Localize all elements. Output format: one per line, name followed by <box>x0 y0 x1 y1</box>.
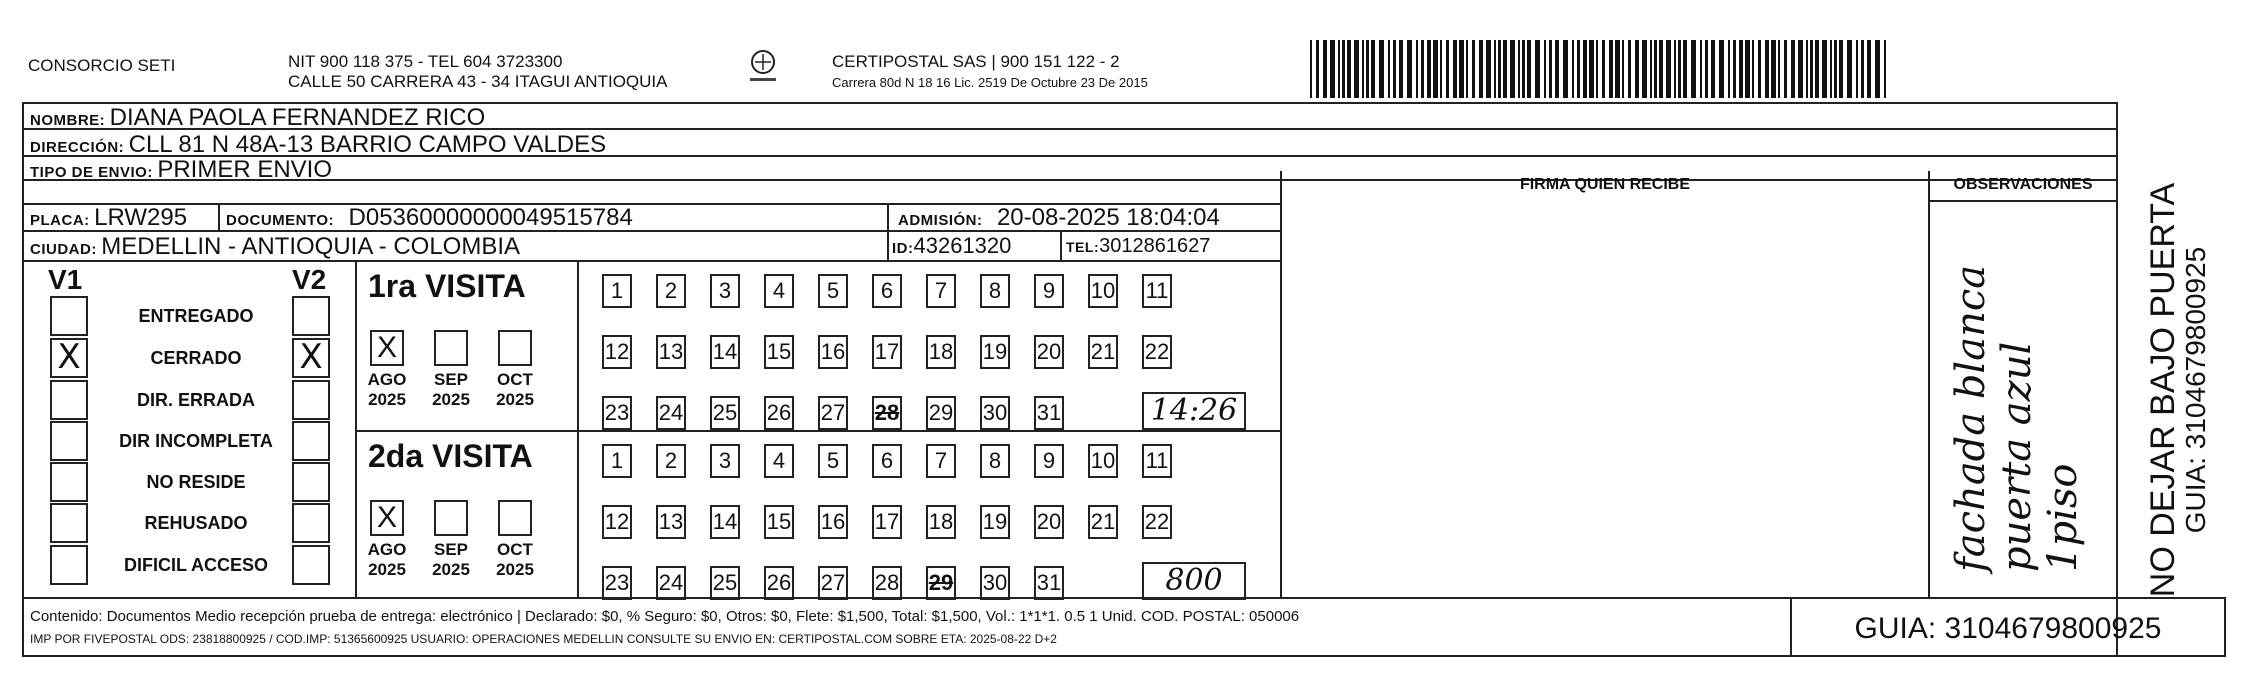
barcode-bar <box>1778 40 1780 98</box>
barcode-bar <box>1440 40 1442 98</box>
barcode-bar <box>1628 40 1631 98</box>
month-name: OCT <box>497 370 533 389</box>
second-visit-day-box[interactable]: 3 <box>710 444 740 478</box>
barcode-bar <box>1666 40 1671 98</box>
admision-label: ADMISIÓN: <box>898 212 983 229</box>
checkmark-x: X <box>299 337 323 377</box>
barcode-bar <box>1884 40 1886 98</box>
documento: D05360000000049515784 <box>348 204 633 231</box>
tel-label: TEL: <box>1066 239 1100 255</box>
first-visit-day-box[interactable]: 2 <box>656 274 686 308</box>
second-visit-day-box[interactable]: 13 <box>656 505 686 539</box>
tipo-label: TIPO DE ENVIO: <box>30 164 153 181</box>
second-visit-day-box[interactable]: 15 <box>764 505 794 539</box>
first-visit-day-box[interactable]: 8 <box>980 274 1010 308</box>
second-visit-day-box[interactable]: 11 <box>1142 444 1172 478</box>
barcode-bar <box>1589 40 1594 98</box>
first-visit-day-box[interactable]: 21 <box>1088 335 1118 369</box>
second-visit-day-box[interactable]: 20 <box>1034 505 1064 539</box>
first-visit-month-checkbox[interactable] <box>498 330 532 366</box>
admision: 20-08-2025 18:04:04 <box>996 204 1220 231</box>
barcode-bar <box>1388 40 1390 98</box>
first-visit-day-box[interactable]: 18 <box>926 335 956 369</box>
month-year: 2025 <box>496 560 534 579</box>
second-visit-day-box[interactable]: 21 <box>1088 505 1118 539</box>
second-visit-day-box[interactable]: 17 <box>872 505 902 539</box>
barcode-bar <box>1583 40 1587 98</box>
tipo-envio-row <box>30 156 332 184</box>
barcode-bar <box>1622 40 1624 98</box>
barcode-bar <box>1691 40 1696 98</box>
barcode-bar <box>1379 40 1384 98</box>
barcode-bar <box>1371 40 1375 98</box>
v2-checkbox[interactable] <box>292 296 330 336</box>
v2-checkbox[interactable] <box>292 503 330 543</box>
barcode-bar <box>1711 40 1715 98</box>
checkmark-x: X <box>57 337 81 377</box>
second-visit-title: 2da VISITA <box>368 438 533 474</box>
second-visit-day-box[interactable]: 1 <box>602 444 632 478</box>
placa-row <box>30 204 187 232</box>
obs-line: 1piso <box>2040 463 2086 572</box>
status-label: DIFICIL ACCESO <box>123 555 268 575</box>
barcode-bar <box>1466 40 1468 98</box>
second-visit-day-box[interactable]: 25 <box>710 566 740 600</box>
v1-checkbox[interactable] <box>50 338 88 378</box>
second-visit-time-box[interactable]: 800 <box>1142 562 1246 600</box>
barcode-bar <box>1577 40 1580 98</box>
first-visit-day-box[interactable]: 11 <box>1142 274 1172 308</box>
first-visit-month-checkbox[interactable]: X <box>370 330 404 366</box>
barcode-bar <box>1316 40 1319 98</box>
first-visit-day-box[interactable]: 4 <box>764 274 794 308</box>
barcode-bar <box>1861 40 1864 98</box>
barcode-bar <box>1446 40 1449 98</box>
first-visit-day-box[interactable]: 25 <box>710 396 740 430</box>
barcode-bar <box>1459 40 1464 98</box>
barcode-bar <box>1596 40 1598 98</box>
observaciones-note <box>1948 212 2098 572</box>
status-label: ENTREGADO <box>138 306 254 326</box>
barcode-bar <box>1678 40 1681 98</box>
first-visit-day-box[interactable]: 13 <box>656 335 686 369</box>
v1-checkbox[interactable] <box>50 503 88 543</box>
company-address: CALLE 50 CARRERA 43 - 34 ITAGUI ANTIOQUIA <box>288 72 668 91</box>
first-visit-day-box[interactable]: 24 <box>656 396 686 430</box>
month-name: SEP <box>433 370 469 389</box>
observaciones-label: OBSERVACIONES <box>1953 176 2093 193</box>
v1-checkbox[interactable] <box>50 296 88 336</box>
second-visit-day-box[interactable]: 24 <box>656 566 686 600</box>
first-visit-day-box[interactable]: 14 <box>710 335 740 369</box>
first-visit-day-box[interactable]: 5 <box>818 274 848 308</box>
recipient-address: CLL 81 N 48A-13 BARRIO CAMPO VALDES <box>128 131 607 158</box>
first-visit-day-box[interactable]: 20 <box>1034 335 1064 369</box>
first-visit-day-box[interactable]: 17 <box>872 335 902 369</box>
barcode-bar <box>1338 40 1340 98</box>
barcode-bar <box>1659 40 1663 98</box>
barcode-bar <box>1354 40 1359 98</box>
second-visit-day-box[interactable]: 4 <box>764 444 794 478</box>
barcode-bar <box>1834 40 1837 98</box>
first-visit-day-box[interactable]: 26 <box>764 396 794 430</box>
first-visit-month-checkbox[interactable] <box>434 330 468 366</box>
v2-checkbox[interactable] <box>292 462 330 502</box>
barcode-bar <box>1875 40 1880 98</box>
ciudad-row <box>30 233 520 261</box>
carrier-license: Carrera 80d N 18 16 Lic. 2519 De Octubre 23 De 2015 <box>832 75 1148 90</box>
second-visit-day-box[interactable]: 27 <box>818 566 848 600</box>
barcode-bar <box>1549 40 1552 98</box>
barcode <box>1310 40 1890 98</box>
tel-row <box>1066 235 1210 258</box>
barcode-bar <box>1650 40 1652 98</box>
ciudad: MEDELLIN - ANTIOQUIA - COLOMBIA <box>101 233 521 260</box>
v1-label: V1 <box>48 264 83 295</box>
side-note <box>2145 183 2211 597</box>
second-visit-day-box[interactable]: 16 <box>818 505 848 539</box>
barcode-bar <box>1867 40 1871 98</box>
barcode-bar <box>1494 40 1496 98</box>
first-visit-day-box[interactable]: 1 <box>602 274 632 308</box>
placa-label: PLACA: <box>30 212 90 229</box>
second-visit-day-box[interactable]: 26 <box>764 566 794 600</box>
month-year: 2025 <box>496 390 534 409</box>
documento-row <box>226 204 633 232</box>
month-year: 2025 <box>432 390 470 409</box>
id-label: ID: <box>892 240 914 257</box>
status-label: DIR INCOMPLETA <box>119 431 273 451</box>
status-label: REHUSADO <box>144 513 248 533</box>
barcode-bar <box>1453 40 1457 98</box>
id-number: 43261320 <box>913 233 1012 258</box>
barcode-bar <box>1366 40 1369 98</box>
second-visit-month-checkbox[interactable]: X <box>370 500 404 536</box>
barcode-bar <box>1347 40 1351 98</box>
month-year: 2025 <box>432 560 470 579</box>
second-visit-day-box[interactable]: 8 <box>980 444 1010 478</box>
barcode-bar <box>1806 40 1808 98</box>
barcode-bar <box>1758 40 1761 98</box>
barcode-bar <box>1856 40 1858 98</box>
month-name: AGO <box>367 370 407 389</box>
v2-checkbox[interactable] <box>292 380 330 420</box>
v1-checkbox[interactable] <box>50 462 88 502</box>
barcode-bar <box>1362 40 1364 98</box>
direccion-label: DIRECCIÓN: <box>30 139 125 156</box>
barcode-bar <box>1705 40 1708 98</box>
obs-line: puerta azul <box>1994 341 2040 572</box>
barcode-bar <box>1839 40 1843 98</box>
barcode-bar <box>1635 40 1639 98</box>
second-visit-month-label <box>490 540 540 580</box>
barcode-bar <box>1815 40 1819 98</box>
barcode-bar <box>1416 40 1418 98</box>
second-visit-month-checkbox[interactable] <box>434 500 468 536</box>
second-visit-day-box[interactable]: 2 <box>656 444 686 478</box>
address-row <box>30 131 606 159</box>
second-visit-day-box[interactable]: 19 <box>980 505 1010 539</box>
v1-checkbox[interactable] <box>50 421 88 461</box>
footer-contenido: Contenido: Documentos Medio recepción prueba de entrega: electrónico | Declarado: $0, % Seguro: $0, Otros: $0, Flete: $1,500, Total: $1,500, Vol.: 1*1*1. 0.5 1 Unid. COD. POSTAL: 050006 <box>30 608 1300 625</box>
barcode-bar <box>1765 40 1769 98</box>
month-year: 2025 <box>368 390 406 409</box>
barcode-bar <box>1342 40 1345 98</box>
second-visit-day-box[interactable]: 18 <box>926 505 956 539</box>
barcode-bar <box>1510 40 1515 98</box>
barcode-bar <box>1615 40 1620 98</box>
barcode-bar <box>1830 40 1832 98</box>
first-visit-day-box[interactable]: 9 <box>1034 274 1064 308</box>
nombre-label: NOMBRE: <box>30 112 106 129</box>
barcode-bar <box>1563 40 1568 98</box>
second-visit-day-box[interactable]: 22 <box>1142 505 1172 539</box>
first-visit-title: 1ra VISITA <box>368 268 526 304</box>
second-visit-day-box[interactable]: 29 <box>926 566 956 600</box>
second-visit-day-box[interactable]: 31 <box>1034 566 1064 600</box>
barcode-bar <box>1771 40 1776 98</box>
company-name: CONSORCIO SETI <box>28 56 176 75</box>
carrier-logo-icon <box>746 48 780 88</box>
barcode-bar <box>1810 40 1813 98</box>
barcode-bar <box>1719 40 1724 98</box>
id-row <box>892 233 1011 259</box>
firma-label: FIRMA QUIEN RECIBE <box>1519 176 1691 193</box>
status-label: NO RESIDE <box>146 472 246 492</box>
recipient-name-row <box>30 104 485 132</box>
side-guia: GUIA: 3104679800925 <box>2180 246 2211 534</box>
barcode-bar <box>1503 40 1507 98</box>
barcode-bar <box>1745 40 1750 98</box>
first-visit-day-box[interactable]: 3 <box>710 274 740 308</box>
first-visit-day-box[interactable]: 22 <box>1142 335 1172 369</box>
first-visit-month-label <box>426 370 476 410</box>
first-visit-day-box[interactable]: 30 <box>980 396 1010 430</box>
month-name: OCT <box>497 540 533 559</box>
barcode-bar <box>1498 40 1501 98</box>
first-visit-day-box[interactable]: 15 <box>764 335 794 369</box>
first-visit-day-box[interactable]: 27 <box>818 396 848 430</box>
barcode-bar <box>1752 40 1754 98</box>
barcode-bar <box>1407 40 1412 98</box>
first-visit-day-box[interactable]: 19 <box>980 335 1010 369</box>
footer-guia: GUIA: 3104679800925 <box>1854 612 2162 645</box>
v2-checkbox[interactable] <box>292 338 330 378</box>
second-visit-day-box[interactable]: 9 <box>1034 444 1064 478</box>
barcode-bar <box>1602 40 1605 98</box>
barcode-bar <box>1479 40 1483 98</box>
barcode-bar <box>1700 40 1702 98</box>
obs-line: fachada blanca <box>1948 264 1994 572</box>
barcode-bar <box>1433 40 1438 98</box>
v2-checkbox[interactable] <box>292 421 330 461</box>
barcode-bar <box>1791 40 1795 98</box>
barcode-bar <box>1739 40 1743 98</box>
barcode-bar <box>1733 40 1736 98</box>
footer-imp: IMP POR FIVEPOSTAL ODS: 23818800925 / COD.IMP: 51365600925 USUARIO: OPERACIONES MEDELLIN CONSULTE SU ENVIO EN: CERTIPOSTAL.COM SOBRE ETA: 2025-08-22 D+2 <box>30 632 1057 646</box>
documento-label: DOCUMENTO: <box>226 212 335 229</box>
second-visit-day-box[interactable]: 6 <box>872 444 902 478</box>
barcode-bar <box>1421 40 1424 98</box>
barcode-bar <box>1310 40 1312 98</box>
barcode-bar <box>1535 40 1540 98</box>
v1-checkbox[interactable] <box>50 380 88 420</box>
first-visit-month-label <box>362 370 412 410</box>
placa: LRW295 <box>94 204 188 231</box>
v1-checkbox[interactable] <box>50 545 88 585</box>
barcode-bar <box>1784 40 1787 98</box>
barcode-bar <box>1330 40 1335 98</box>
company-nit: NIT 900 118 375 - TEL 604 3723300 <box>288 52 563 71</box>
barcode-bar <box>1674 40 1676 98</box>
barcode-bar <box>1555 40 1559 98</box>
first-visit-day-box[interactable]: 7 <box>926 274 956 308</box>
second-visit-month-label <box>426 540 476 580</box>
first-visit-day-box[interactable]: 6 <box>872 274 902 308</box>
admision-row <box>898 204 1220 232</box>
barcode-bar <box>1544 40 1546 98</box>
barcode-bar <box>1472 40 1475 98</box>
first-visit-day-box[interactable]: 29 <box>926 396 956 430</box>
second-visit-day-box[interactable]: 12 <box>602 505 632 539</box>
tel: 3012861627 <box>1099 235 1211 257</box>
second-visit-month-checkbox[interactable] <box>498 500 532 536</box>
second-visit-day-box[interactable]: 5 <box>818 444 848 478</box>
first-visit-day-box[interactable]: 23 <box>602 396 632 430</box>
ciudad-label: CIUDAD: <box>30 241 97 258</box>
month-name: SEP <box>433 540 469 559</box>
barcode-bar <box>1642 40 1647 98</box>
barcode-bar <box>1527 40 1531 98</box>
second-visit-day-box[interactable]: 23 <box>602 566 632 600</box>
barcode-bar <box>1728 40 1730 98</box>
second-visit-day-box[interactable]: 10 <box>1088 444 1118 478</box>
second-visit-day-box[interactable]: 14 <box>710 505 740 539</box>
side-warning: NO DEJAR BAJO PUERTA <box>2144 182 2182 598</box>
barcode-bar <box>1427 40 1431 98</box>
second-visit-month-label <box>362 540 412 580</box>
barcode-bar <box>1486 40 1491 98</box>
first-visit-day-box[interactable]: 12 <box>602 335 632 369</box>
barcode-bar <box>1518 40 1520 98</box>
barcode-bar <box>1683 40 1687 98</box>
first-visit-day-box[interactable]: 16 <box>818 335 848 369</box>
v2-checkbox[interactable] <box>292 545 330 585</box>
month-name: AGO <box>367 540 407 559</box>
barcode-bar <box>1323 40 1327 98</box>
barcode-bar <box>1609 40 1613 98</box>
first-visit-month-label <box>490 370 540 410</box>
barcode-bar <box>1822 40 1827 98</box>
first-visit-day-box[interactable]: 31 <box>1034 396 1064 430</box>
first-visit-day-box[interactable]: 28 <box>872 396 902 430</box>
carrier-name: CERTIPOSTAL SAS | 900 151 122 - 2 <box>832 52 1120 71</box>
barcode-bar <box>1798 40 1803 98</box>
status-label: CERRADO <box>150 348 242 368</box>
status-label: DIR. ERRADA <box>136 390 255 410</box>
recipient-name: DIANA PAOLA FERNANDEZ RICO <box>109 104 486 131</box>
barcode-bar <box>1654 40 1657 98</box>
v2-label: V2 <box>292 264 327 295</box>
barcode-bar <box>1393 40 1396 98</box>
month-year: 2025 <box>368 560 406 579</box>
second-visit-day-box[interactable]: 28 <box>872 566 902 600</box>
barcode-bar <box>1399 40 1403 98</box>
barcode-bar <box>1847 40 1852 98</box>
first-visit-day-box[interactable]: 10 <box>1088 274 1118 308</box>
second-visit-day-box[interactable]: 30 <box>980 566 1010 600</box>
first-visit-time-box[interactable]: 14:26 <box>1142 392 1246 430</box>
second-visit-day-box[interactable]: 7 <box>926 444 956 478</box>
barcode-bar <box>1572 40 1574 98</box>
tipo-envio: PRIMER ENVIO <box>157 156 333 183</box>
barcode-bar <box>1522 40 1525 98</box>
